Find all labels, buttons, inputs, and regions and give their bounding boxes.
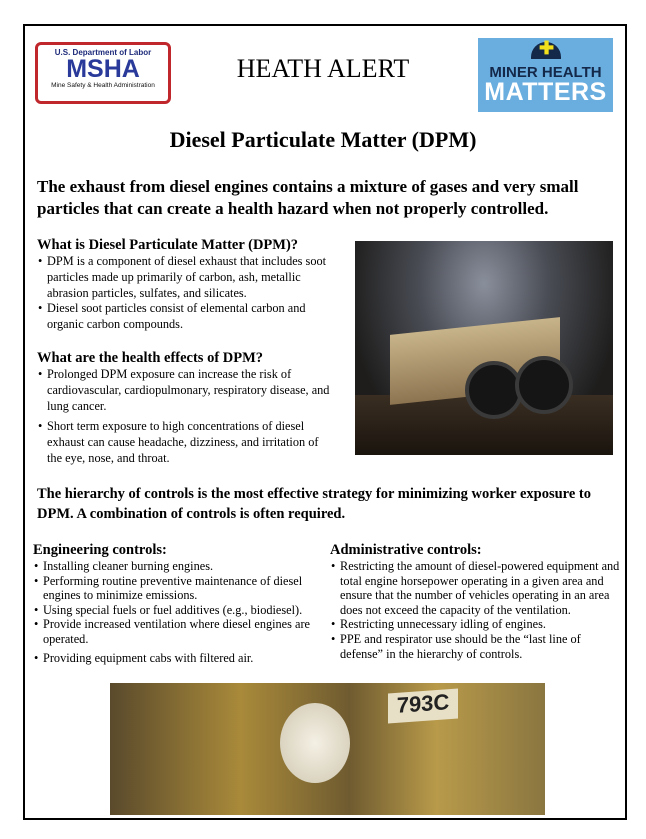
cross-icon: ✚ [539,38,555,58]
list-item: • Restricting the amount of diesel-powered equipment and total engine horsepower operating in a given area and ensure that the number of vehicles operating in an area does not exceed the capacity of the ventilation. [340,559,620,617]
logo-text: MSHA [66,55,140,83]
section-what-is-dpm [37,237,332,333]
miner-health-matters-logo [478,38,613,112]
alert-title: HEATH ALERT [236,54,410,83]
list-item: • Performing routine preventive maintenance of diesel engines to minimize emissions. [43,574,328,603]
administrative-controls [330,542,620,661]
list-item: • Short term exposure to high concentrations of diesel exhaust can cause headache, dizziness, and irritation of the eye, nose, and throat. [47,419,332,466]
logo-text: MINER HEALTH [489,64,602,81]
logo-text: Mine Safety & Health Administration [51,82,155,89]
list-item: • Providing equipment cabs with filtered air. [43,651,328,666]
list-item: • Restricting unnecessary idling of engines. [340,617,620,632]
vehicle-number: 793C [388,689,458,724]
hierarchy-text: The hierarchy of controls is the most effective strategy for minimizing worker exposure to DPM. A combination of controls is often required. [37,486,591,522]
list-item: • Prolonged DPM exposure can increase the risk of cardiovascular, cardiopulmonary, respiratory disease, and lung cancer. [47,367,332,414]
list-item: • Installing cleaner burning engines. [43,559,328,574]
truck-wheel [465,361,523,419]
section-heading: Administrative controls: [330,542,482,558]
section-heading: What is Diesel Particulate Matter (DPM)? [37,237,299,253]
section-heading: Engineering controls: [33,542,167,558]
logo-text: MATTERS [484,78,607,106]
intro-text: The exhaust from diesel engines contains a mixture of gases and very small particles that can create a health hazard when not properly controlled. [37,177,579,218]
equipment-filter-photo [110,683,545,815]
air-filter [280,703,350,783]
list-item: • PPE and respirator use should be the “last line of defense” in the hierarchy of controls. [340,632,620,661]
list-item: • Diesel soot particles consist of elemental carbon and organic carbon compounds. [47,301,332,333]
list-item: • Provide increased ventilation where diesel engines are operated. [43,617,328,646]
engineering-controls [33,542,328,665]
section-health-effects [37,350,332,467]
mine-truck-photo [355,241,613,455]
list-item: • Using special fuels or fuel additives (e.g., biodiesel). [43,603,328,618]
list-item: • DPM is a component of diesel exhaust that includes soot particles made up primarily of carbon, ash, metallic abrasion particles, sulfates, and silicates. [47,254,332,301]
truck-wheel [515,356,573,414]
logo-text: U.S. Department of Labor [54,48,152,57]
section-heading: What are the health effects of DPM? [37,350,264,366]
document-title: Diesel Particulate Matter (DPM) [169,127,477,152]
